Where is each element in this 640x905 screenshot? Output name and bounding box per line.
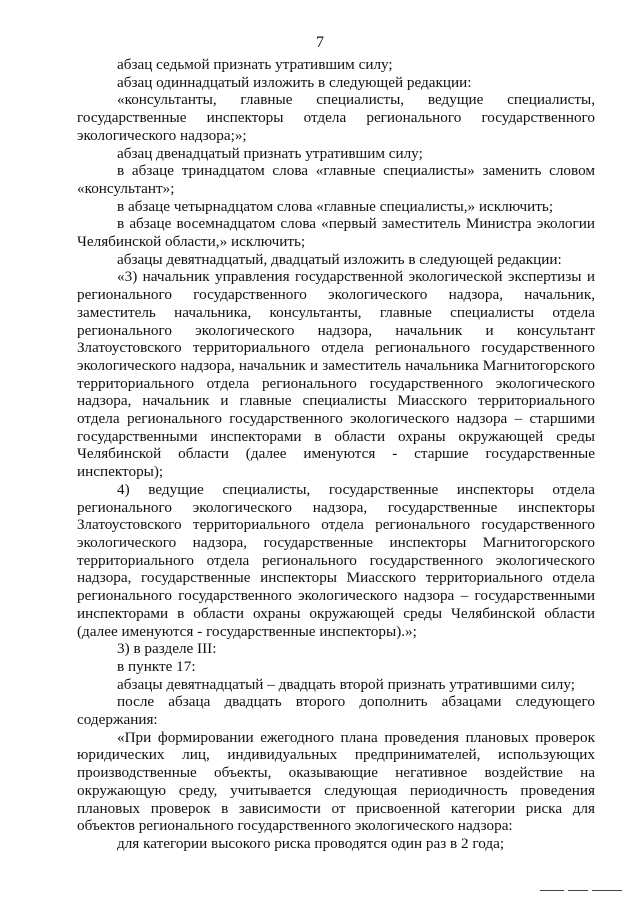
paragraph: 3) в разделе III: xyxy=(117,640,217,658)
paragraph: абзацы девятнадцатый, двадцатый изложить в следующей редакции: xyxy=(117,250,562,268)
paragraph: в абзаце четырнадцатом слова «главные специалисты,» исключить; xyxy=(117,197,554,215)
footer-marks xyxy=(540,888,626,894)
paragraph: абзац одиннадцатый изложить в следующей редакции: xyxy=(117,73,472,91)
paragraph: абзац двенадцатый признать утратившим силу; xyxy=(117,144,423,162)
paragraph: в пункте 17: xyxy=(117,657,196,675)
footer-mark xyxy=(540,890,564,891)
paragraph: в абзаце восемнадцатом слова «первый заместитель Министра экологии Челябинской области,» исключить; xyxy=(77,215,595,251)
paragraph: «3) начальник управления государственной экологической экспертизы и регионального государственного экологического надзора, начальник, заместитель начальника, консультанты, главные специалисты отдела регионального экологического надзора, начальник и консультант Златоустовского территориального отдела регионального государственного экологического надзора, начальник и заместитель начальника Магнитогорского территориального отдела регионального государственного экологического надзора, начальник и главные специалисты Миасского территориального отдела регионального государственного экологического надзора – старшими государственными инспекторами в области охраны окружающей среды Челябинской области (далее именуются - старшие государственные инспекторы); xyxy=(77,268,595,481)
paragraph: «При формировании ежегодного плана проведения плановых проверок юридических лиц, индивидуальных предпринимателей, использующих производственные объекты, оказывающие негативное воздействие на окружающую среду, учитывается следующая периодичность проведения плановых проверок в зависимости от присвоенной категории риска для объектов регионального государственного экологического надзора: xyxy=(77,728,595,835)
document-body xyxy=(77,56,595,853)
footer-mark xyxy=(592,890,622,891)
paragraph: абзац седьмой признать утратившим силу; xyxy=(117,56,393,73)
paragraph: абзацы девятнадцатый – двадцать второй признать утратившими силу; xyxy=(117,675,575,693)
page-number: 7 xyxy=(316,34,324,51)
paragraph: для категории высокого риска проводятся один раз в 2 года; xyxy=(117,834,505,852)
footer-mark xyxy=(568,890,588,891)
paragraph: 4) ведущие специалисты, государственные инспекторы отдела регионального экологического надзора, государственные инспекторы Златоустовского территориального отдела регионального государственного экологического надзора, государственные инспекторы Магнитогорского территориального отдела регионального государственного экологического надзора, государственные инспекторы Миасского территориального отдела регионального государственного экологического надзора – государственными инспекторами в области охраны окружающей среды Челябинской области (далее именуются - государственные инспекторы).»; xyxy=(77,480,595,640)
paragraph: после абзаца двадцать второго дополнить абзацами следующего содержания: xyxy=(77,693,595,729)
paragraph: «консультанты, главные специалисты, ведущие специалисты, государственные инспекторы отдела регионального государственного экологического надзора;»; xyxy=(77,91,595,144)
paragraph: в абзаце тринадцатом слова «главные специалисты» заменить словом «консультант»; xyxy=(77,162,595,197)
